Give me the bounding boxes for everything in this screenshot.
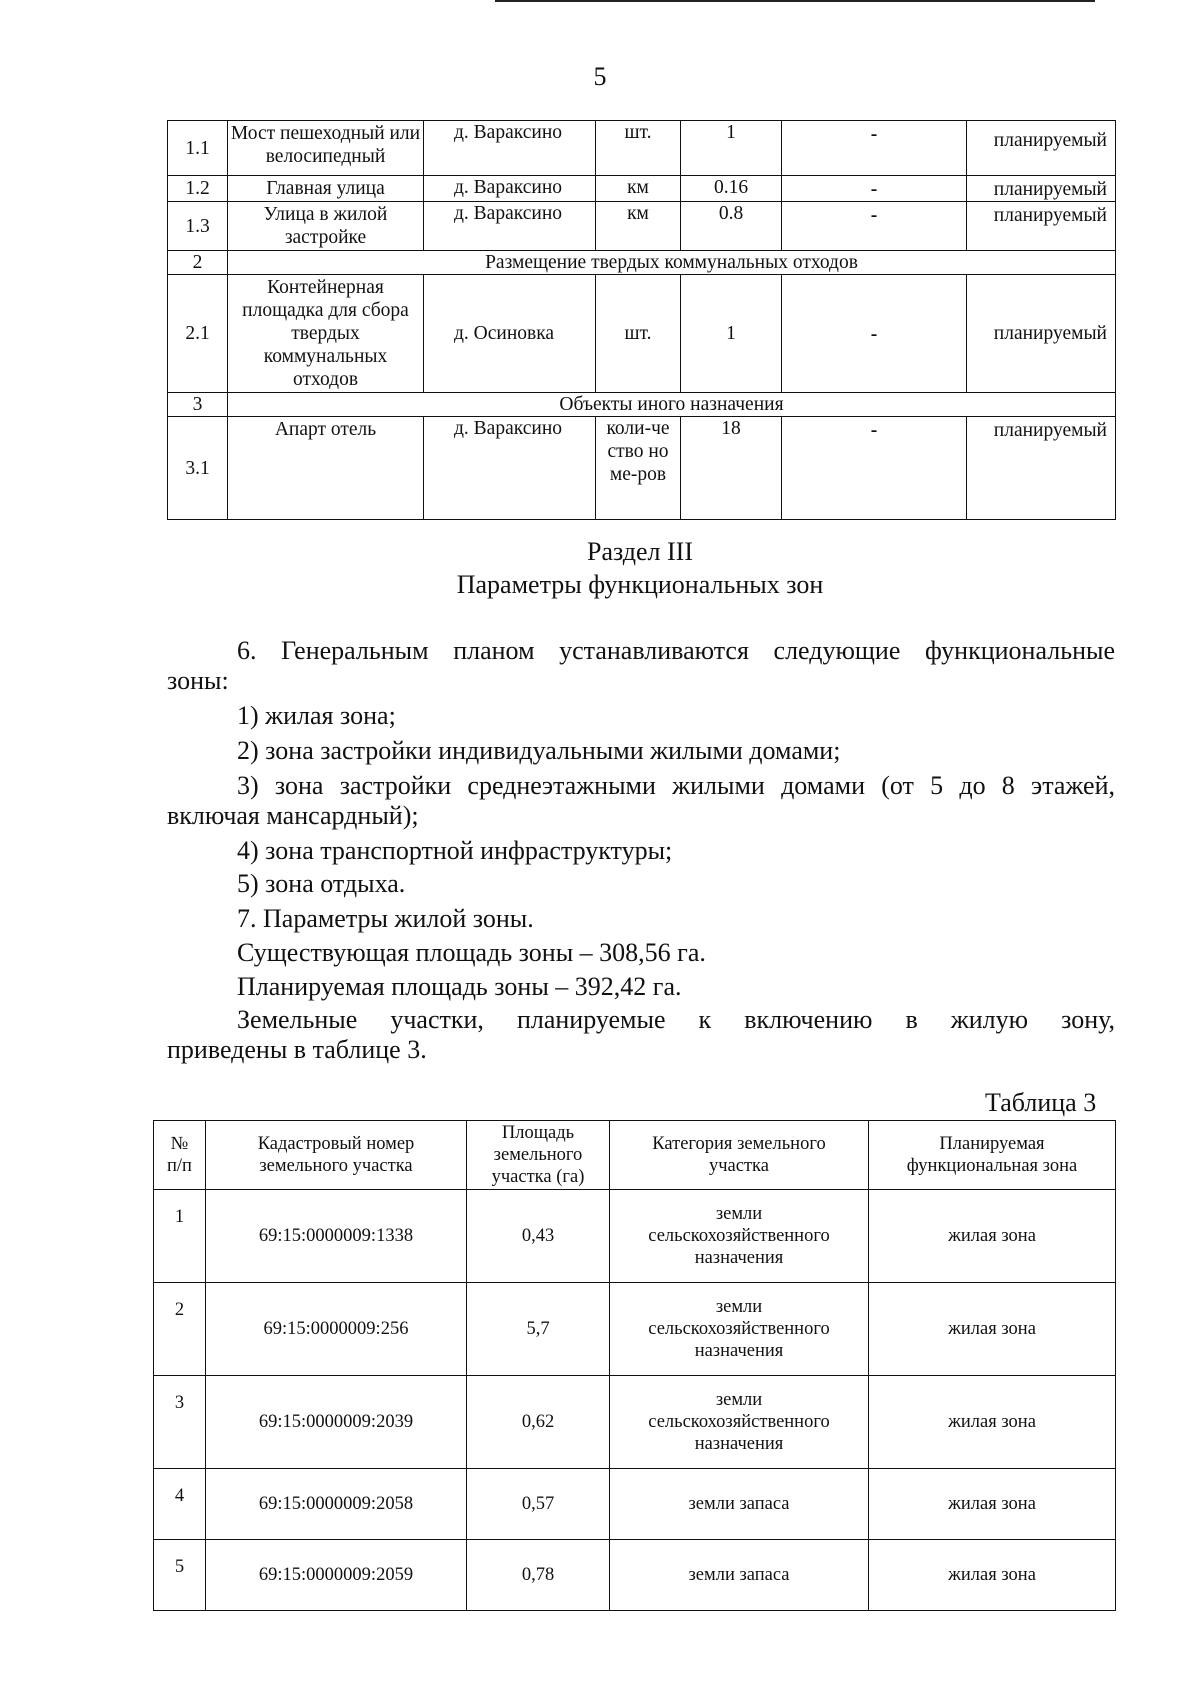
plot-cadastral: 69:15:0000009:2058: [206, 1469, 467, 1540]
plot-category: земли запаса: [610, 1469, 869, 1540]
object-value: 1: [681, 121, 782, 176]
plot-zone: жилая зона: [869, 1540, 1116, 1611]
paragraph-6: 6. Генеральным планом устанавливаются следующие функциональные: [237, 636, 1115, 665]
plot-category: земли сельскохозяйственного назначения: [610, 1190, 869, 1283]
plot-number: 5: [154, 1540, 206, 1611]
object-unit: шт.: [596, 275, 681, 393]
object-location: д. Вараксино: [424, 417, 596, 520]
object-extra: -: [782, 417, 967, 520]
header-cadastral: Кадастровый номер земельного участка: [206, 1121, 467, 1190]
plot-zone: жилая зона: [869, 1190, 1116, 1283]
table-row: [154, 1283, 1116, 1376]
row-number: 3.1: [168, 417, 228, 520]
object-value: 0.16: [681, 176, 782, 202]
section-heading: Объекты иного назначения: [228, 393, 1116, 417]
zone-item-1: 1) жилая зона;: [237, 701, 396, 730]
plot-number: 4: [154, 1469, 206, 1540]
object-unit: шт.: [596, 121, 681, 176]
plot-area: 0,57: [467, 1469, 610, 1540]
zone-item-3-cont: включая мансардный);: [167, 801, 419, 830]
table-section-row: [168, 251, 1116, 275]
plot-number: 2: [154, 1283, 206, 1376]
plot-area: 0,43: [467, 1190, 610, 1283]
plot-area: 0,62: [467, 1376, 610, 1469]
existing-area: Существующая площадь зоны – 308,56 га.: [237, 938, 706, 967]
object-extra: -: [782, 202, 967, 251]
land-paragraph-cont: приведены в таблице 3.: [167, 1035, 427, 1064]
row-number: 1.1: [168, 121, 228, 176]
plot-category: земли запаса: [610, 1540, 869, 1611]
object-status: планируемый: [967, 121, 1116, 176]
table-row: [168, 275, 1116, 393]
object-location: д. Осиновка: [424, 275, 596, 393]
land-paragraph: Земельные участки, планируемые к включению в жилую зону,: [237, 1005, 1115, 1034]
section-number: 2: [168, 251, 228, 275]
zone-item-2: 2) зона застройки индивидуальными жилыми домами;: [237, 736, 841, 765]
table-row: [154, 1540, 1116, 1611]
section-subtitle: Параметры функциональных зон: [456, 570, 824, 599]
object-name: Контейнерная площадка для сбора твердых коммунальных отходов: [228, 275, 424, 393]
plot-cadastral: 69:15:0000009:2039: [206, 1376, 467, 1469]
object-value: 18: [681, 417, 782, 520]
paragraph-6-cont: зоны:: [167, 666, 229, 695]
zone-item-5: 5) зона отдыха.: [237, 869, 406, 898]
object-location: д. Вараксино: [424, 202, 596, 251]
plot-cadastral: 69:15:0000009:1338: [206, 1190, 467, 1283]
table-row: [168, 121, 1116, 176]
table-row: [168, 202, 1116, 251]
object-extra: -: [782, 275, 967, 393]
plot-area: 5,7: [467, 1283, 610, 1376]
table-row: [168, 417, 1116, 520]
land-plots-table: [153, 1120, 1116, 1611]
section-heading: Размещение твердых коммунальных отходов: [228, 251, 1116, 275]
object-extra: -: [782, 121, 967, 176]
plot-zone: жилая зона: [869, 1469, 1116, 1540]
object-unit: коли-чество номе-ров: [596, 417, 681, 520]
object-value: 1: [681, 275, 782, 393]
header-num: № п/п: [154, 1121, 206, 1190]
table-header-row: [154, 1121, 1116, 1190]
zone-item-3: 3) зона застройки среднеэтажными жилыми домами (от 5 до 8 этажей,: [237, 771, 1115, 800]
object-status: планируемый: [967, 275, 1116, 393]
objects-table: [167, 120, 1116, 520]
object-extra: -: [782, 176, 967, 202]
plot-zone: жилая зона: [869, 1376, 1116, 1469]
paragraph-7: 7. Параметры жилой зоны.: [237, 904, 534, 933]
object-unit: км: [596, 202, 681, 251]
plot-cadastral: 69:15:0000009:2059: [206, 1540, 467, 1611]
object-name: Мост пешеходный или велосипедный: [228, 121, 424, 176]
section-number: 3: [168, 393, 228, 417]
object-name: Апарт отель: [228, 417, 424, 520]
row-number: 1.2: [168, 176, 228, 202]
table-section-row: [168, 393, 1116, 417]
object-location: д. Вараксино: [424, 121, 596, 176]
object-name: Улица в жилой застройке: [228, 202, 424, 251]
section-title: Раздел III: [586, 537, 694, 566]
table-row: [154, 1469, 1116, 1540]
table-caption: Таблица 3: [985, 1088, 1097, 1117]
table-row: [154, 1376, 1116, 1469]
table-row: [154, 1190, 1116, 1283]
object-status: планируемый: [967, 202, 1116, 251]
plot-category: земли сельскохозяйственного назначения: [610, 1283, 869, 1376]
header-zone: Планируемая функциональная зона: [869, 1121, 1116, 1190]
object-location: д. Вараксино: [424, 176, 596, 202]
plot-number: 1: [154, 1190, 206, 1283]
plot-cadastral: 69:15:0000009:256: [206, 1283, 467, 1376]
row-number: 1.3: [168, 202, 228, 251]
plot-number: 3: [154, 1376, 206, 1469]
plot-category: земли сельскохозяйственного назначения: [610, 1376, 869, 1469]
zone-item-4: 4) зона транспортной инфраструктуры;: [237, 836, 673, 865]
object-unit: км: [596, 176, 681, 202]
header-category: Категория земельного участка: [610, 1121, 869, 1190]
object-value: 0.8: [681, 202, 782, 251]
row-number: 2.1: [168, 275, 228, 393]
top-border-line: [495, 0, 1095, 2]
page-number: 5: [593, 62, 607, 91]
object-status: планируемый: [967, 176, 1116, 202]
planned-area: Планируемая площадь зоны – 392,42 га.: [237, 972, 682, 1001]
object-name: Главная улица: [228, 176, 424, 202]
header-area: Площадь земельного участка (га): [467, 1121, 610, 1190]
object-status: планируемый: [967, 417, 1116, 520]
plot-zone: жилая зона: [869, 1283, 1116, 1376]
plot-area: 0,78: [467, 1540, 610, 1611]
table-row: [168, 176, 1116, 202]
